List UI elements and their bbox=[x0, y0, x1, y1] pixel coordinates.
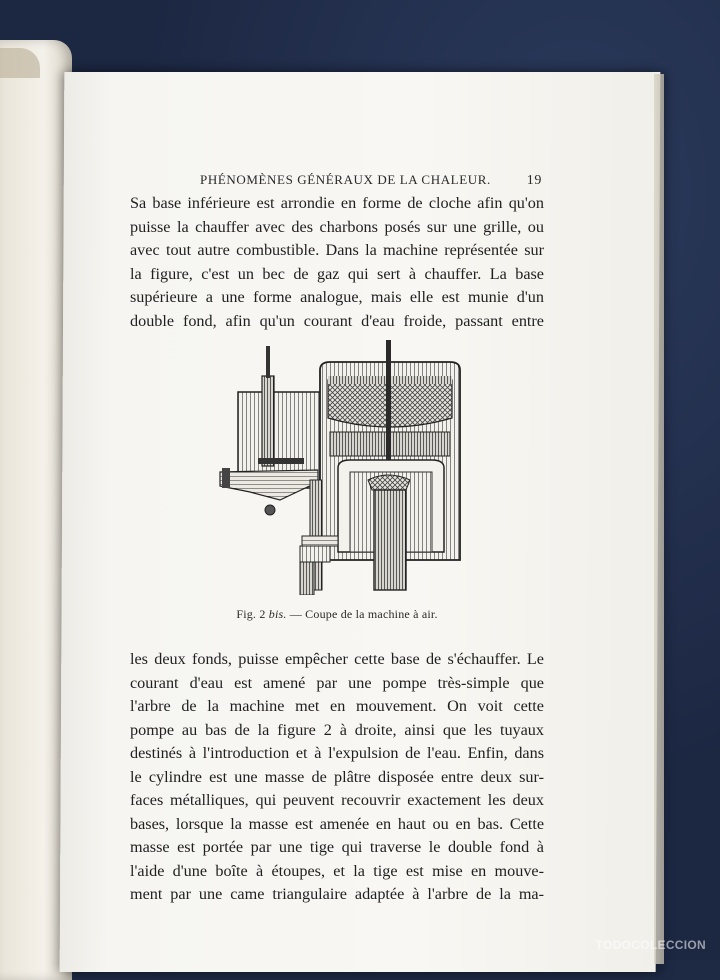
page-number: 19 bbox=[526, 173, 542, 188]
text-line: ment par une came triangulaire adaptée à l'arbre de la ma- bbox=[130, 885, 544, 903]
text-line: l'arbre de la machine met en mouvement. On voit cette bbox=[130, 697, 544, 715]
text-line: avec tout autre combustible. Dans la machine représentée sur bbox=[130, 241, 544, 259]
figure-caption bbox=[130, 607, 544, 622]
caption-prefix: Fig. 2 bbox=[236, 607, 266, 621]
text-line: faces métalliques, qui peuvent recouvrir exactement les deux bbox=[130, 791, 544, 809]
caption-italic: bis. bbox=[268, 607, 287, 621]
text-line: bases, lorsque la masse est amenée en haut ou en bas. Cette bbox=[130, 814, 544, 833]
text-line: pompe au bas de la figure 2 à droite, ainsi que les tuyaux bbox=[130, 720, 544, 739]
running-head bbox=[200, 172, 542, 189]
page-stack-edge bbox=[654, 74, 664, 964]
text-line: masse est portée par une tige qui traverse le double fond à bbox=[130, 838, 544, 856]
text-line: supérieure a une forme analogue, mais elle est munie d'un bbox=[130, 288, 544, 306]
paragraph-top bbox=[130, 192, 544, 333]
text-line: les deux fonds, puisse empêcher cette base de s'échauffer. Le bbox=[130, 650, 544, 668]
text-line: le cylindre est une masse de plâtre disposée entre deux sur- bbox=[130, 767, 544, 786]
watermark: TODOCOLECCION bbox=[595, 938, 706, 952]
text-line: double fond, afin qu'un courant d'eau froide, passant entre bbox=[130, 311, 544, 330]
paragraph-bottom bbox=[130, 648, 544, 907]
text-line: puisse la chauffer avec des charbons posés sur une grille, ou bbox=[130, 217, 544, 236]
caption-text: — Coupe de la machine à air. bbox=[289, 607, 438, 621]
running-head-title: PHÉNOMÈNES GÉNÉRAUX DE LA CHALEUR. bbox=[200, 172, 491, 187]
text-line: courant d'eau est amené par une pompe très-simple que bbox=[130, 673, 544, 692]
text-line: destinés à l'introduction et à l'expulsion de l'eau. Enfin, dans bbox=[130, 744, 544, 762]
text-line: l'aide d'une boîte à étoupes, et la tige est mise en mouve- bbox=[130, 861, 544, 880]
text-line: Sa base inférieure est arrondie en forme de cloche afin qu'on bbox=[130, 194, 544, 212]
machine-illustration bbox=[210, 340, 480, 595]
text-line: la figure, c'est un bec de gaz qui sert à chauffer. La base bbox=[130, 264, 544, 283]
